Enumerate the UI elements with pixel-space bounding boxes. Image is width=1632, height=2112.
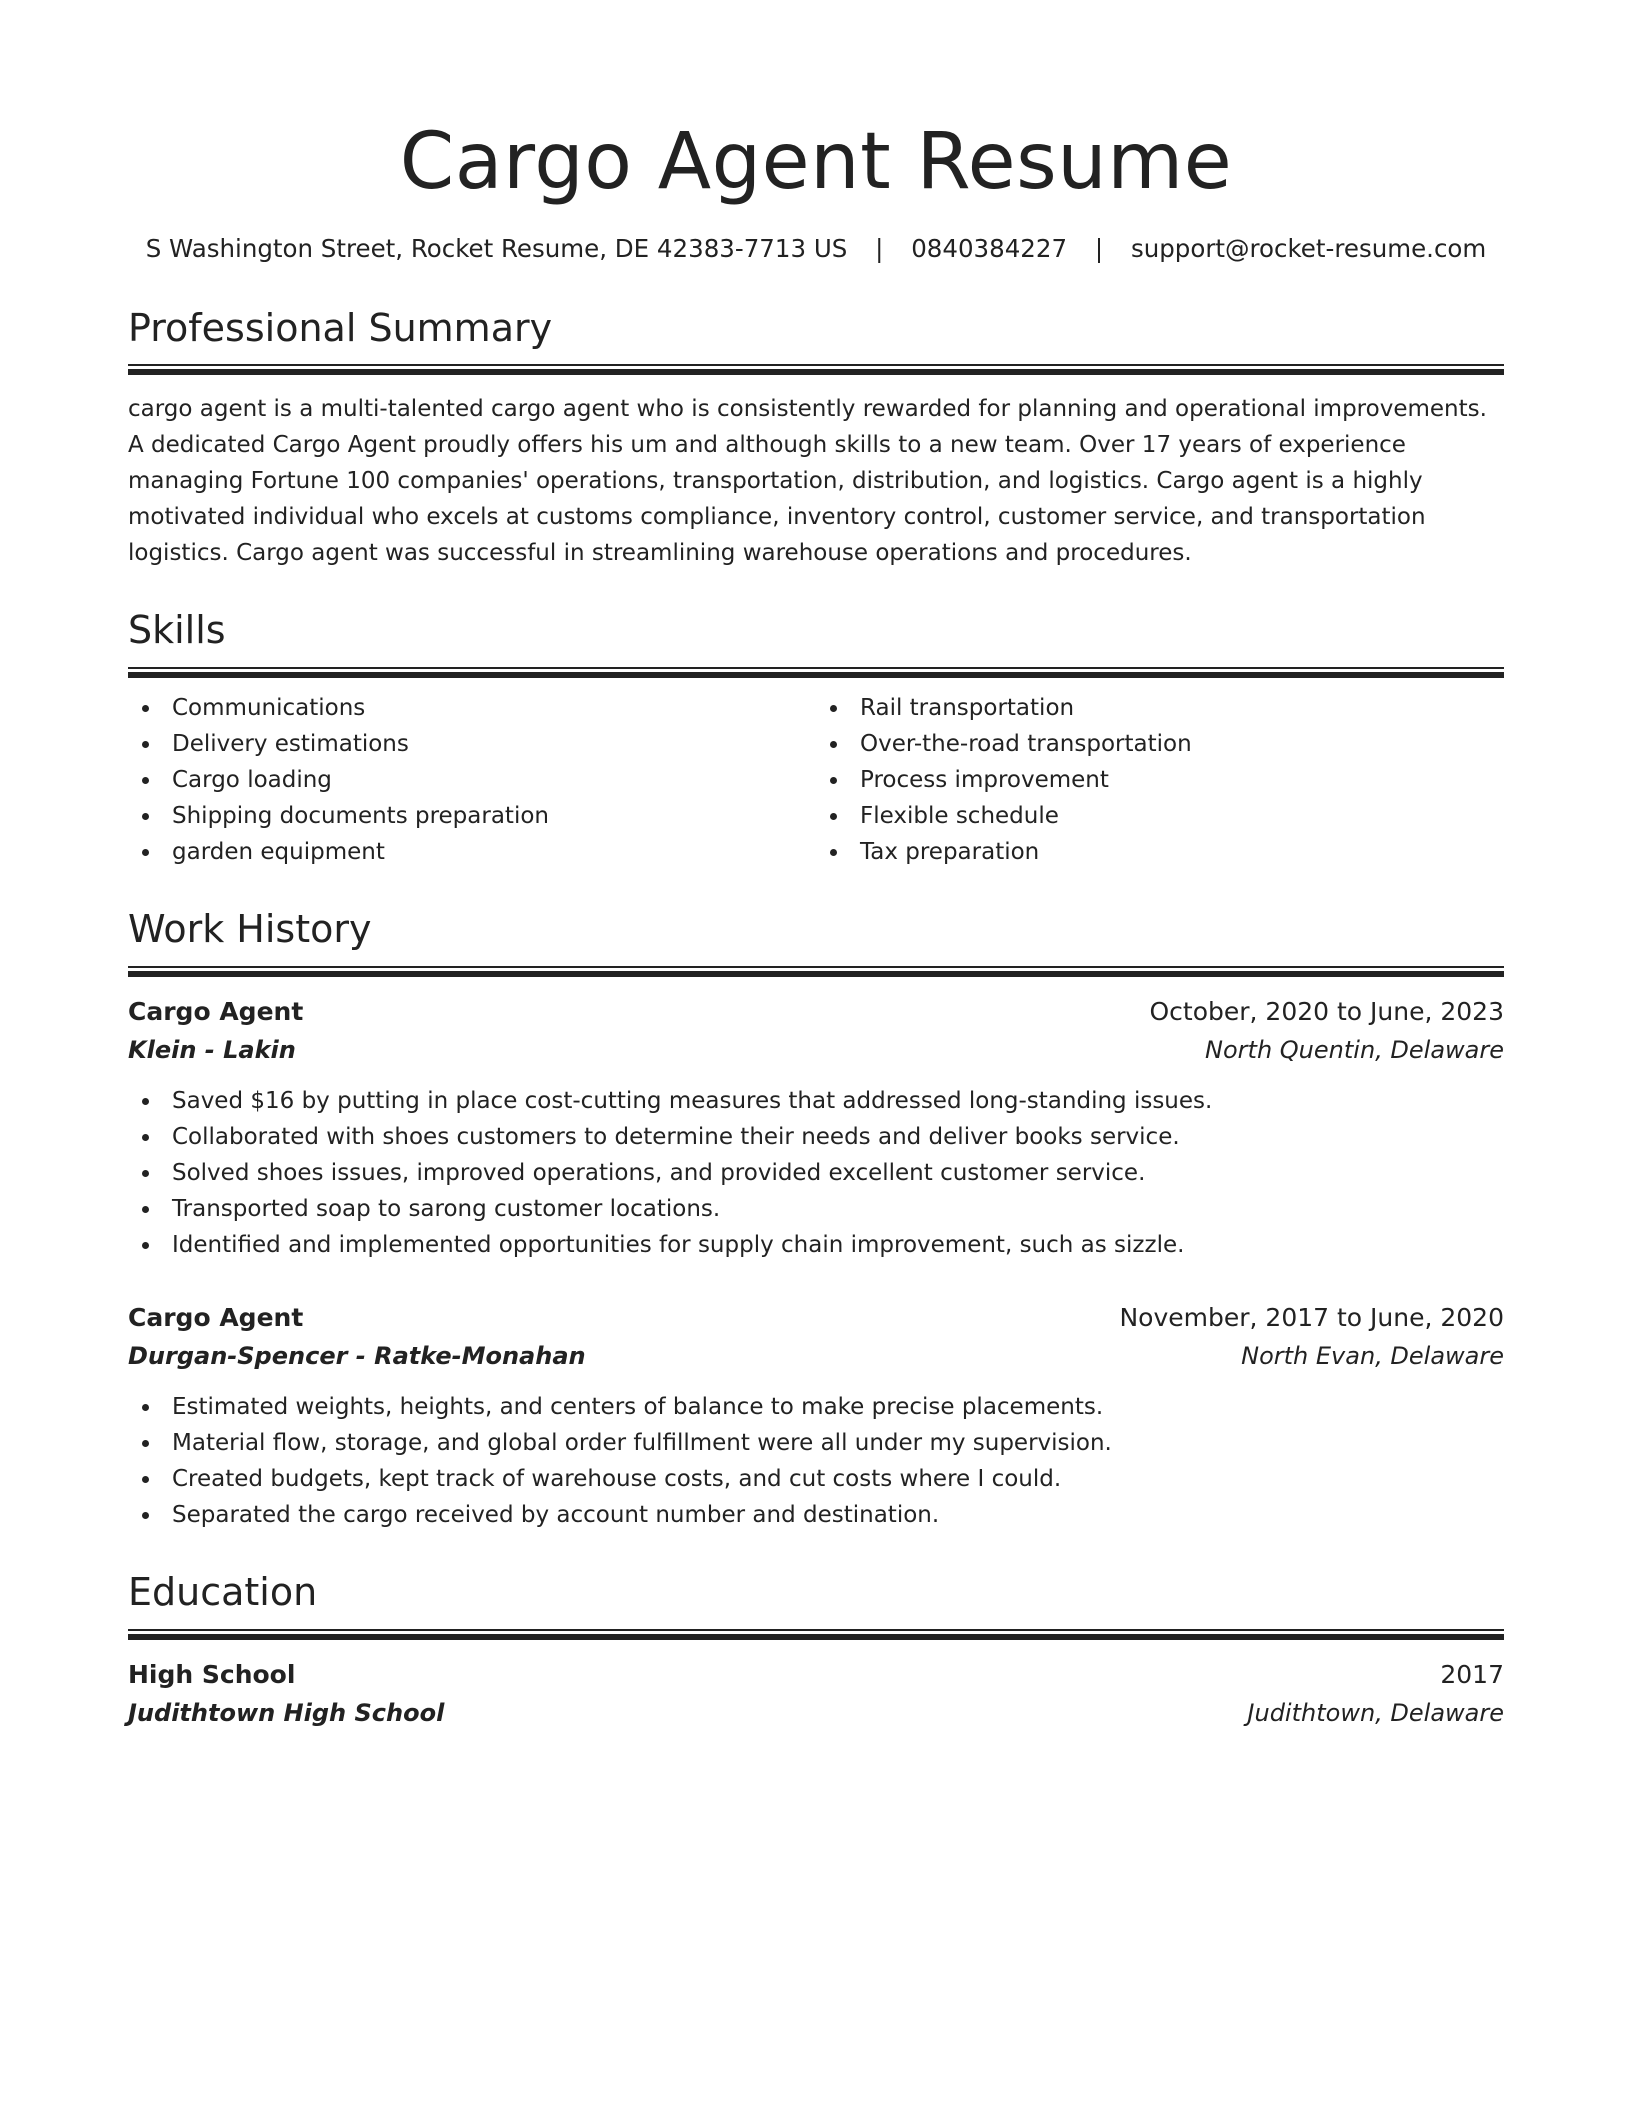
skill-item: Flexible schedule — [816, 798, 1504, 834]
job-bullet: Saved $16 by putting in place cost-cutting measures that addressed long-standing issues. — [128, 1083, 1504, 1119]
contact-address: S Washington Street, Rocket Resume, DE 42383-7713 US — [145, 233, 848, 263]
skill-item: Process improvement — [816, 762, 1504, 798]
contact-email: support@rocket-resume.com — [1130, 233, 1487, 263]
contact-phone: 0840384227 — [911, 233, 1068, 263]
education-school: Judithtown High School — [128, 1698, 445, 1727]
job-bullet: Identified and implemented opportunities for supply chain improvement, such as sizzle. — [128, 1227, 1504, 1263]
education-entry — [128, 1656, 1504, 1732]
summary-section — [128, 307, 1504, 572]
job-bullet: Estimated weights, heights, and centers of balance to make precise placements. — [128, 1389, 1504, 1425]
job-bullet: Separated the cargo received by account number and destination. — [128, 1497, 1504, 1533]
education-header-row — [128, 1656, 1504, 1694]
resume-title: Cargo Agent Resume — [399, 117, 1233, 207]
work-history-heading: Work History — [128, 907, 372, 952]
education-degree: High School — [128, 1659, 296, 1689]
skill-item: Communications — [128, 690, 816, 726]
work-history-section — [128, 908, 1504, 1533]
job-bullet: Collaborated with shoes customers to determine their needs and deliver books service. — [128, 1119, 1504, 1155]
job-location: North Quentin, Delaware — [1205, 1035, 1504, 1064]
section-rule-thick — [128, 971, 1504, 977]
job-header-row — [128, 1299, 1504, 1337]
summary-heading: Professional Summary — [128, 305, 553, 350]
job-entry — [128, 993, 1504, 1263]
job-dates: November, 2017 to June, 2020 — [1119, 1302, 1504, 1332]
job-header-row — [128, 993, 1504, 1031]
job-bullets — [128, 1083, 1504, 1263]
skill-item: Cargo loading — [128, 762, 816, 798]
education-school-row — [128, 1694, 1504, 1732]
job-bullet: Created budgets, kept track of warehouse costs, and cut costs where I could. — [128, 1461, 1504, 1497]
job-bullet: Material flow, storage, and global order fulfillment were all under my supervision. — [128, 1425, 1504, 1461]
skill-item: Tax preparation — [816, 834, 1504, 870]
job-entry — [128, 1299, 1504, 1533]
skills-list-left — [128, 690, 816, 870]
education-section — [128, 1571, 1504, 1732]
job-title: Cargo Agent — [128, 996, 304, 1026]
summary-text: cargo agent is a multi-talented cargo agent who is consistently rewarded for planning and operational improvements. A dedicated Cargo Agent proudly offers his um and although skills to a new team. Over 17 years of experience managing Fortune 100 companies' operations, transportation, distribution, and logistics. Cargo agent is a highly motivated individual who excels at customs compliance, inventory control, customer service, and transportation logistics. Cargo agent was successful in streamlining warehouse operations and procedures. — [128, 396, 1487, 567]
education-heading: Education — [128, 1569, 318, 1614]
education-location: Judithtown, Delaware — [1247, 1698, 1504, 1727]
skill-item: garden equipment — [128, 834, 816, 870]
skills-grid — [128, 690, 1504, 870]
job-bullet: Transported soap to sarong customer locations. — [128, 1191, 1504, 1227]
skills-heading: Skills — [128, 608, 226, 653]
skill-item: Rail transportation — [816, 690, 1504, 726]
job-dates: October, 2020 to June, 2023 — [1149, 996, 1504, 1026]
skills-section — [128, 609, 1504, 870]
job-title: Cargo Agent — [128, 1302, 304, 1332]
job-bullet: Solved shoes issues, improved operations, and provided excellent customer service. — [128, 1155, 1504, 1191]
section-rule-thick — [128, 672, 1504, 678]
skill-item: Delivery estimations — [128, 726, 816, 762]
skills-column-right — [816, 690, 1504, 870]
contact-separator: | — [1094, 233, 1104, 263]
skill-item: Shipping documents preparation — [128, 798, 816, 834]
job-company: Klein - Lakin — [128, 1035, 296, 1064]
job-bullets — [128, 1389, 1504, 1533]
skills-list-right — [816, 690, 1504, 870]
skill-item: Over-the-road transportation — [816, 726, 1504, 762]
job-location: North Evan, Delaware — [1241, 1341, 1504, 1370]
job-company: Durgan-Spencer - Ratke-Monahan — [128, 1341, 586, 1370]
skills-column-left — [128, 690, 816, 870]
contact-separator: | — [875, 233, 884, 263]
section-rule-thick — [128, 1634, 1504, 1640]
section-rule-thick — [128, 369, 1504, 375]
job-company-row — [128, 1031, 1504, 1069]
contact-line — [128, 234, 1504, 263]
job-company-row — [128, 1337, 1504, 1375]
education-year: 2017 — [1440, 1659, 1504, 1689]
